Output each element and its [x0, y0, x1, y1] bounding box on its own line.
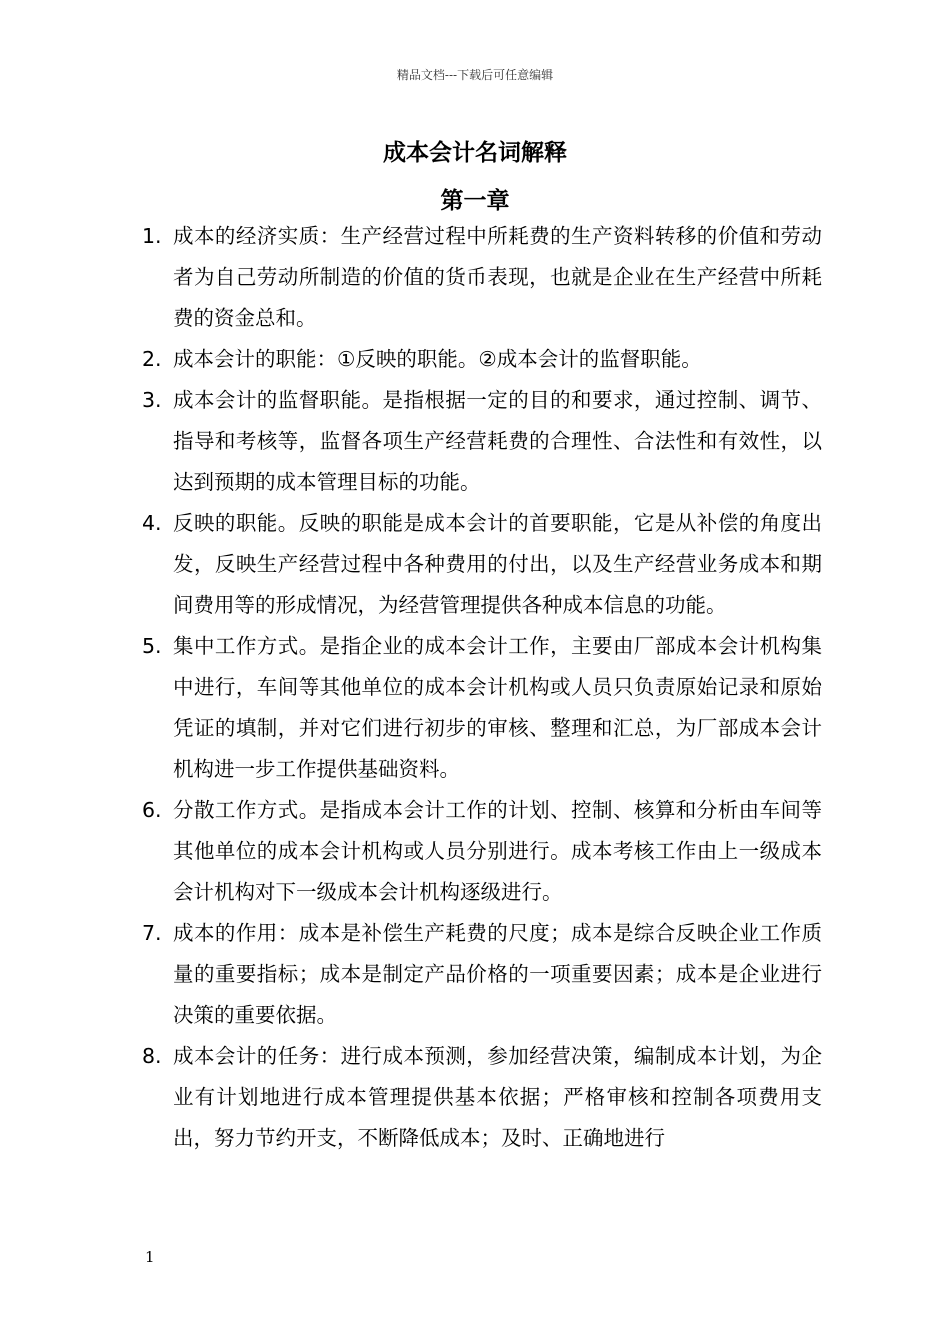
- item-number: 2.: [142, 347, 162, 371]
- list-item: [142, 1036, 822, 1159]
- document-title: 成本会计名词解释: [383, 140, 567, 166]
- list-item: [142, 380, 822, 503]
- definition-list: [142, 216, 822, 1159]
- item-number: 4.: [142, 511, 162, 535]
- list-item: [142, 503, 822, 626]
- item-text: 成本会计的监督职能。是指根据一定的目的和要求，通过控制、调节、指导和考核等，监督各项生产经营耗费的合理性、合法性和有效性，以达到预期的成本管理目标的功能。: [173, 388, 822, 494]
- item-text: 反映的职能。反映的职能是成本会计的首要职能，它是从补偿的角度出发，反映生产经营过程中各种费用的付出，以及生产经营业务成本和期间费用等的形成情况，为经营管理提供各种成本信息的功能。: [173, 511, 822, 617]
- list-item: [142, 913, 822, 1036]
- item-number: 3.: [142, 388, 162, 412]
- list-item: [142, 790, 822, 913]
- item-text: 成本会计的任务：进行成本预测，参加经营决策，编制成本计划，为企业有计划地进行成本管理提供基本依据；严格审核和控制各项费用支出，努力节约开支，不断降低成本；及时、正确地进行: [173, 1044, 822, 1150]
- item-text: 集中工作方式。是指企业的成本会计工作，主要由厂部成本会计机构集中进行，车间等其他单位的成本会计机构或人员只负责原始记录和原始凭证的填制，并对它们进行初步的审核、整理和汇总，为厂部成本会计机构进一步工作提供基础资料。: [173, 634, 822, 781]
- page-header: 精品文档---下载后可任意编辑: [396, 68, 554, 82]
- chapter-heading: 第一章: [440, 188, 510, 214]
- list-item: [142, 216, 822, 339]
- item-text: 分散工作方式。是指成本会计工作的计划、控制、核算和分析由车间等其他单位的成本会计机构或人员分别进行。成本考核工作由上一级成本会计机构对下一级成本会计机构逐级进行。: [173, 798, 822, 904]
- list-item: [142, 626, 822, 790]
- item-number: 8.: [142, 1044, 162, 1068]
- list-item: [142, 339, 822, 380]
- item-number: 5.: [142, 634, 162, 658]
- item-text: 成本会计的职能：①反映的职能。②成本会计的监督职能。: [173, 347, 702, 371]
- item-number: 1.: [142, 224, 162, 248]
- item-number: 6.: [142, 798, 162, 822]
- item-text: 成本的作用：成本是补偿生产耗费的尺度；成本是综合反映企业工作质量的重要指标；成本是制定产品价格的一项重要因素；成本是企业进行决策的重要依据。: [173, 921, 822, 1027]
- item-text: 成本的经济实质：生产经营过程中所耗费的生产资料转移的价值和劳动者为自己劳动所制造的价值的货币表现，也就是企业在生产经营中所耗费的资金总和。: [173, 224, 822, 330]
- page-number: 1: [145, 1248, 155, 1266]
- item-number: 7.: [142, 921, 162, 945]
